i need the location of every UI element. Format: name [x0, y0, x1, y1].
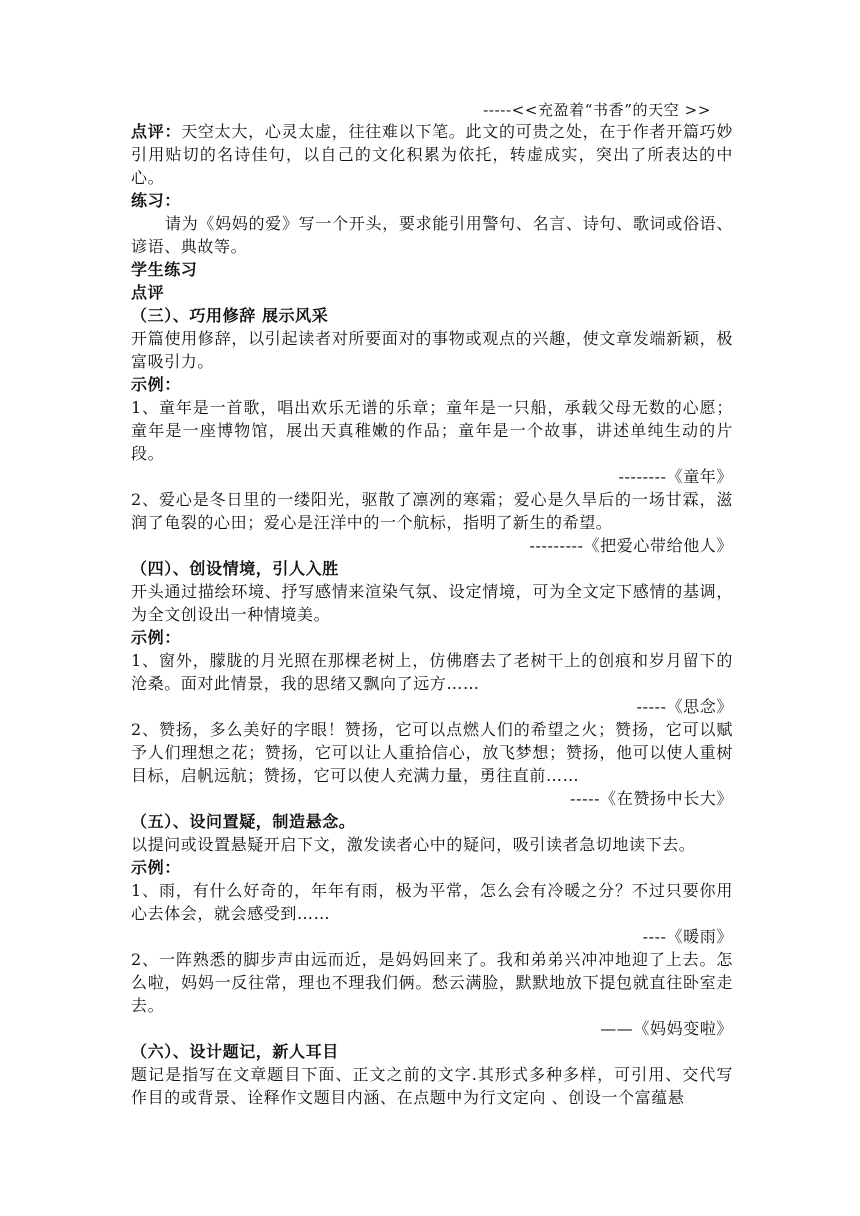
section-heading-5: （五）、设问置疑，制造悬念。 — [131, 812, 356, 831]
example-paragraph: 2、赞扬，多么美好的字眼！赞扬，它可以点燃人们的希望之火；赞扬，它可以赋予人们理想之花；赞扬，它可以让人重拾信心，放飞梦想；赞扬，他可以使人重树目标，启帆远航；赞扬，它可以使人充满力量，勇往直前…… — [131, 720, 733, 785]
example-source: ----《暖雨》 — [642, 927, 733, 946]
example-source: ---------《把爱心带给他人》 — [529, 536, 733, 555]
section-heading-4: （四）、创设情境，引人入胜 — [131, 559, 339, 578]
section-5-intro: 以提问或设置悬疑开启下文，激发读者心中的疑问，吸引读者急切地读下去。 — [131, 835, 696, 854]
review-heading: 点评 — [131, 283, 165, 302]
document-page — [131, 100, 733, 1109]
student-practice-heading: 学生练习 — [131, 260, 198, 279]
section-6-intro: 题记是指写在文章题目下面、正文之前的文字.其形式多种多样，可引用、交代写作目的或背景、诠释作文题目内涵、在点题中为行文定向 、创设一个富蕴悬 — [131, 1065, 733, 1107]
practice-heading: 练习： — [131, 191, 181, 210]
section-4-intro: 开头通过描绘环境、抒写感情来渲染气氛、设定情境，可为全文定下感情的基调，为全文创设出一种情境美。 — [131, 582, 733, 624]
section-3-intro: 开篇使用修辞，以引起读者对所要面对的事物或观点的兴趣，使文章发端新颖，极富吸引力。 — [131, 329, 733, 371]
example-paragraph: 1、窗外，朦胧的月光照在那棵老树上，仿佛磨去了老树干上的创痕和岁月留下的沧桑。面对此情景，我的思绪又飘向了远方…… — [131, 651, 733, 693]
example-heading: 示例： — [131, 628, 181, 647]
example-heading: 示例： — [131, 375, 181, 394]
example-paragraph: 1、雨，有什么好奇的，年年有雨，极为平常，怎么会有冷暖之分？不过只要你用心去体会，就会感受到…… — [131, 881, 733, 923]
section-heading-3: （三）、巧用修辞 展示风采 — [131, 306, 329, 325]
comment-text: 天空太大，心灵太虚，往往难以下笔。此文的可贵之处，在于作者开篇巧妙引用贴切的名诗佳句，以自己的文化积累为依托，转虚成实，突出了所表达的中心。 — [131, 122, 733, 187]
example-source: --------《童年》 — [618, 467, 733, 486]
section-heading-6: （六）、设计题记，新人耳目 — [131, 1042, 339, 1061]
example-source: ——《妈妈变啦》 — [600, 1019, 733, 1038]
example-source: -----《思念》 — [636, 697, 733, 716]
example-paragraph: 2、一阵熟悉的脚步声由远而近，是妈妈回来了。我和弟弟兴冲冲地迎了上去。怎么啦，妈妈一反往常，理也不理我们俩。愁云满脸，默默地放下提包就直往卧室走去。 — [131, 950, 733, 1015]
practice-text: 请为《妈妈的爱》写一个开头，要求能引用警句、名言、诗句、歌词或俗语、谚语、典故等。 — [131, 214, 733, 256]
example-paragraph: 1、童年是一首歌，唱出欢乐无谱的乐章；童年是一只船，承载父母无数的心愿；童年是一座博物馆，展出天真稚嫩的作品；童年是一个故事，讲述单纯生动的片段。 — [131, 398, 733, 463]
source-citation: -----<<充盈着“书香”的天空 >> — [483, 101, 711, 119]
example-heading: 示例： — [131, 858, 181, 877]
comment-paragraph — [131, 120, 733, 189]
example-paragraph: 2、爱心是冬日里的一缕阳光，驱散了凛冽的寒霜；爱心是久旱后的一场甘霖，滋润了龟裂的心田；爱心是汪洋中的一个航标，指明了新生的希望。 — [131, 490, 733, 532]
example-source: -----《在赞扬中长大》 — [570, 789, 733, 808]
comment-label: 点评： — [131, 122, 182, 141]
